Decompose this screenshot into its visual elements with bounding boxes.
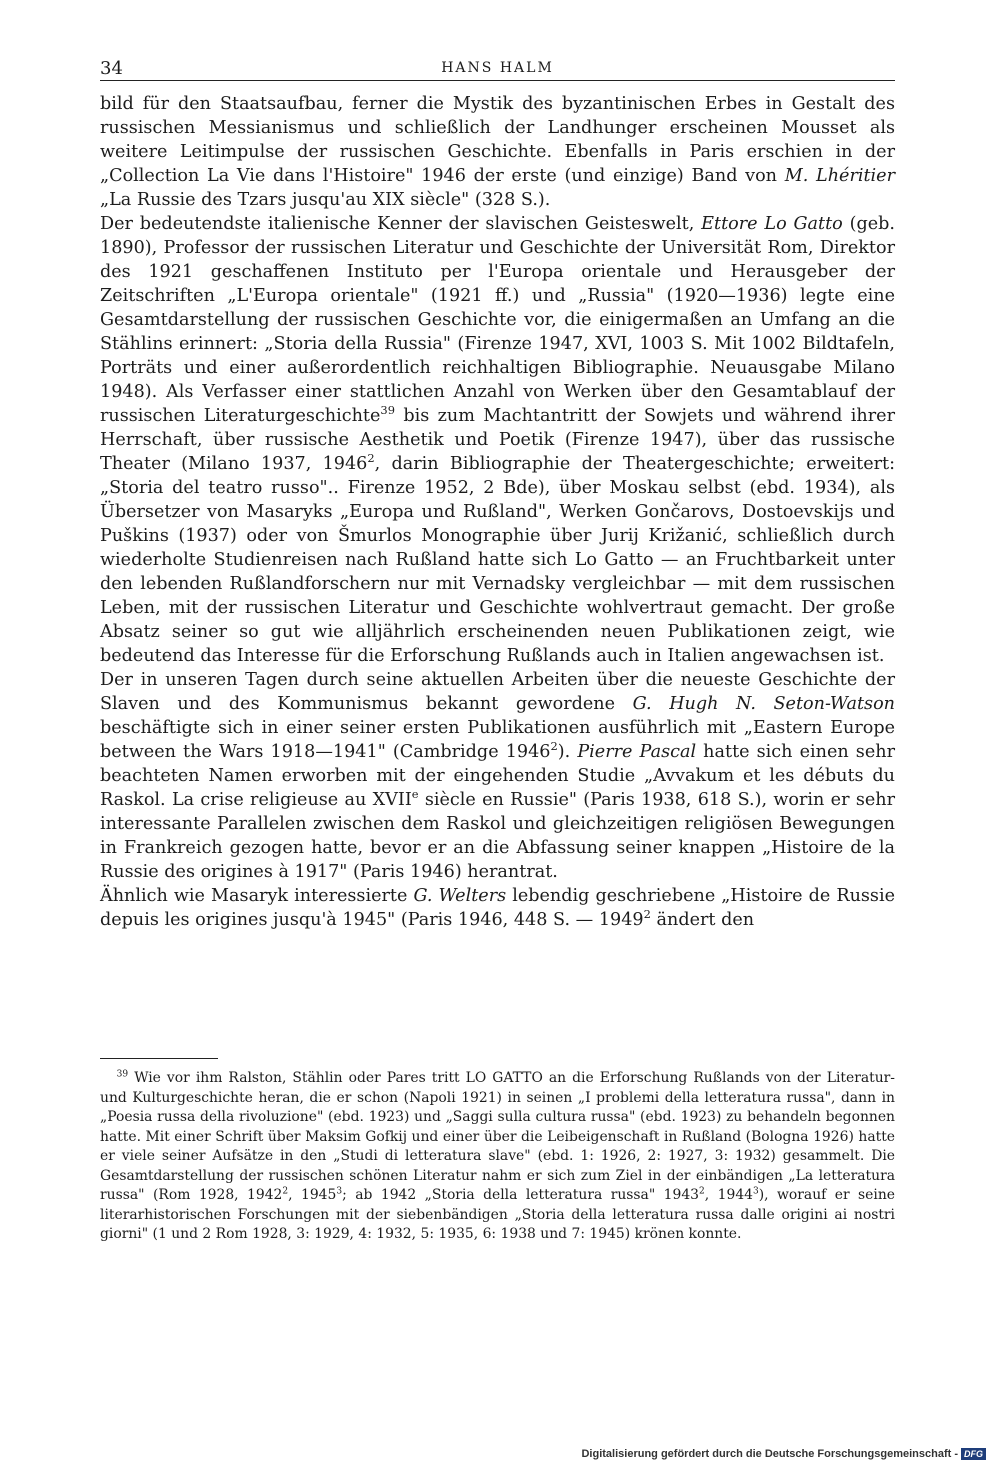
- dfg-logo-icon: DFG: [961, 1448, 986, 1460]
- author-name: G. Hugh N. Seton-Watson: [632, 694, 895, 714]
- footnote-39: $^{39}$ Wie vor ihm Ralston, Stählin oder Pares tritt LO GATTO an die Erforschung Rußlands von der Literatur- und Kulturgeschichte heran, die er schon (Napoli 1921) in seinen „I problemi della letteratura russa", dann in „Poesia russa della rivoluzione" (ebd. 1923) und „Saggi sulla cultura russa" (ebd. 1923) zu behandeln begonnen hatte. Mit einer Schrift über Maksim Gofkij und einer über die Leibeigenschaft in Rußland (Bologna 1926) hatte er viele seiner Aufsätze in den „Studi di letteratura slave" (ebd. 1: 1926, 2: 1927, 3: 1932) gesammelt. Die Gesamtdarstellung der russischen schönen Literatur nahm er sich zum Ziel in der einbändigen „La letteratura russa" (Rom 1928, 1942$^2$, 1945$^3$; ab 1942 „Storia della letteratura russa" 1943$^2$, 1944$^3$), worauf er seine literarhistorischen Forschungen mit der siebenbändigen „Storia della letteratura russa dalle origini ai nostri giorni" (1 und 2 Rom 1928, 3: 1929, 4: 1932, 5: 1935, 6: 1938 und 7: 1945) krönen konnte.: [100, 1069, 896, 1242]
- author-name: Pierre Pascal: [577, 742, 697, 762]
- century-superscript: e: [411, 787, 419, 802]
- paragraph-4: Ähnlich wie Masaryk interessierte G. Welters lebendig geschriebene „Histoire de Russie depuis les origines jusqu'à 1945" (Paris 1946, 448 S. — 1949$^2$ ändert den: [100, 886, 895, 930]
- edition-superscript: 2: [643, 907, 651, 922]
- paragraph-2: Der bedeutendste italienische Kenner der slavischen Geisteswelt, Ettore Lo Gatto (geb. 1890), Professor der russischen Literatur und Geschichte der Universität Rom, Direktor des 1921 geschaffenen Instituto per l'Europa orientale und Herausgeber der Zeitschriften „L'Europa orientale" (1921 ff.) und „Russia" (1920—1936) legte eine Gesamtdarstellung der russischen Geschichte vor, die einigermaßen an Umfang an die Stählins erinnert: „Storia della Russia" (Firenze 1947, XVI, 1003 S. Mit 1002 Bildtafeln, Porträts und einer außerordentlich reichhaltigen Bibliographie. Neuausgabe Milano 1948). Als Verfasser einer stattlichen Anzahl von Werken über den Gesamtablauf der russischen Literaturgeschichte$^{39}$ bis zum Machtantritt der Sowjets und während ihrer Herrschaft, über russische Aesthetik und Poetik (Firenze 1947), über das russische Theater (Milano 1937, 1946$^2$, darin Bibliographie der Theatergeschichte; erweitert: „Storia del teatro russo".. Firenze 1952, 2 Bde), über Moskau selbst (ebd. 1934), als Übersetzer von Masaryks „Europa und Rußland", Werken Gončarovs, Dostoevskijs und Puškins (1937) oder von Šmurlos Monographie über Jurij Križanić, schließlich durch wiederholte Studienreisen nach Rußland hatte sich Lo Gatto — an Fruchtbarkeit unter den lebenden Rußlandforschern nur mit Vernadsky vergleichbar — mit dem russischen Leben, mit der russischen Literatur und Geschichte wohlvertraut gemacht. Der große Absatz seiner so gut wie alljährlich erscheinenden neuen Publikationen zeigt, wie bedeutend das Interesse für die Erforschung Rußlands auch in Italien angewachsen ist.: [100, 214, 896, 666]
- footnote-marker: 39: [116, 1069, 129, 1080]
- page-number: 34: [100, 58, 123, 79]
- author-name: M. Lhéritier: [784, 166, 896, 186]
- footnote-divider: [100, 1058, 218, 1059]
- paragraph-3: Der in unseren Tagen durch seine aktuellen Arbeiten über die neueste Geschichte der Slaven und des Kommunismus bekannt gewordene G. Hugh N. Seton-Watson beschäftigte sich in einer seiner ersten Publikationen ausführlich mit „Eastern Europe between the Wars 1918—1941" (Cambridge 1946$^2$). Pierre Pascal hatte sich einen sehr beachteten Namen erworben mit der eingehenden Studie „Avvakum et les débuts du Raskol. La crise religieuse au XVIIe siècle en Russie" (Paris 1938, 618 S.), worin er sehr interessante Parallelen zwischen dem Raskol und gleichzeitigen religiösen Bewegungen in Frankreich gezogen hatte, bevor er an die Abfassung seiner knappen „Histoire de la Russie des origines à 1917" (Paris 1946) herantrat.: [100, 670, 895, 882]
- body-text: [100, 92, 895, 932]
- page-header: [100, 58, 895, 81]
- edition-superscript: 2: [550, 739, 558, 754]
- digitization-credit: Digitalisierung gefördert durch die Deutsche Forschungsgemeinschaft - DFG: [581, 1448, 986, 1460]
- footnotes: [100, 1069, 895, 1245]
- running-head: HANS HALM: [441, 60, 554, 76]
- footnote-reference: 39: [380, 403, 395, 418]
- author-name: G. Welters: [413, 886, 507, 906]
- edition-superscript: 2: [367, 451, 375, 466]
- paragraph-1: bild für den Staatsaufbau, ferner die Mystik des byzantinischen Erbes in Gestalt des russischen Messianismus und schließlich der Landhunger erscheinen Mousset als weitere Leitimpulse der russischen Geschichte. Ebenfalls in Paris erschien in der „Collection La Vie dans l'Histoire" 1946 der erste (und einzige) Band von M. Lhéritier „La Russie des Tzars jusqu'au XIX siècle" (328 S.).: [100, 94, 896, 210]
- author-name: Ettore Lo Gatto: [701, 214, 843, 234]
